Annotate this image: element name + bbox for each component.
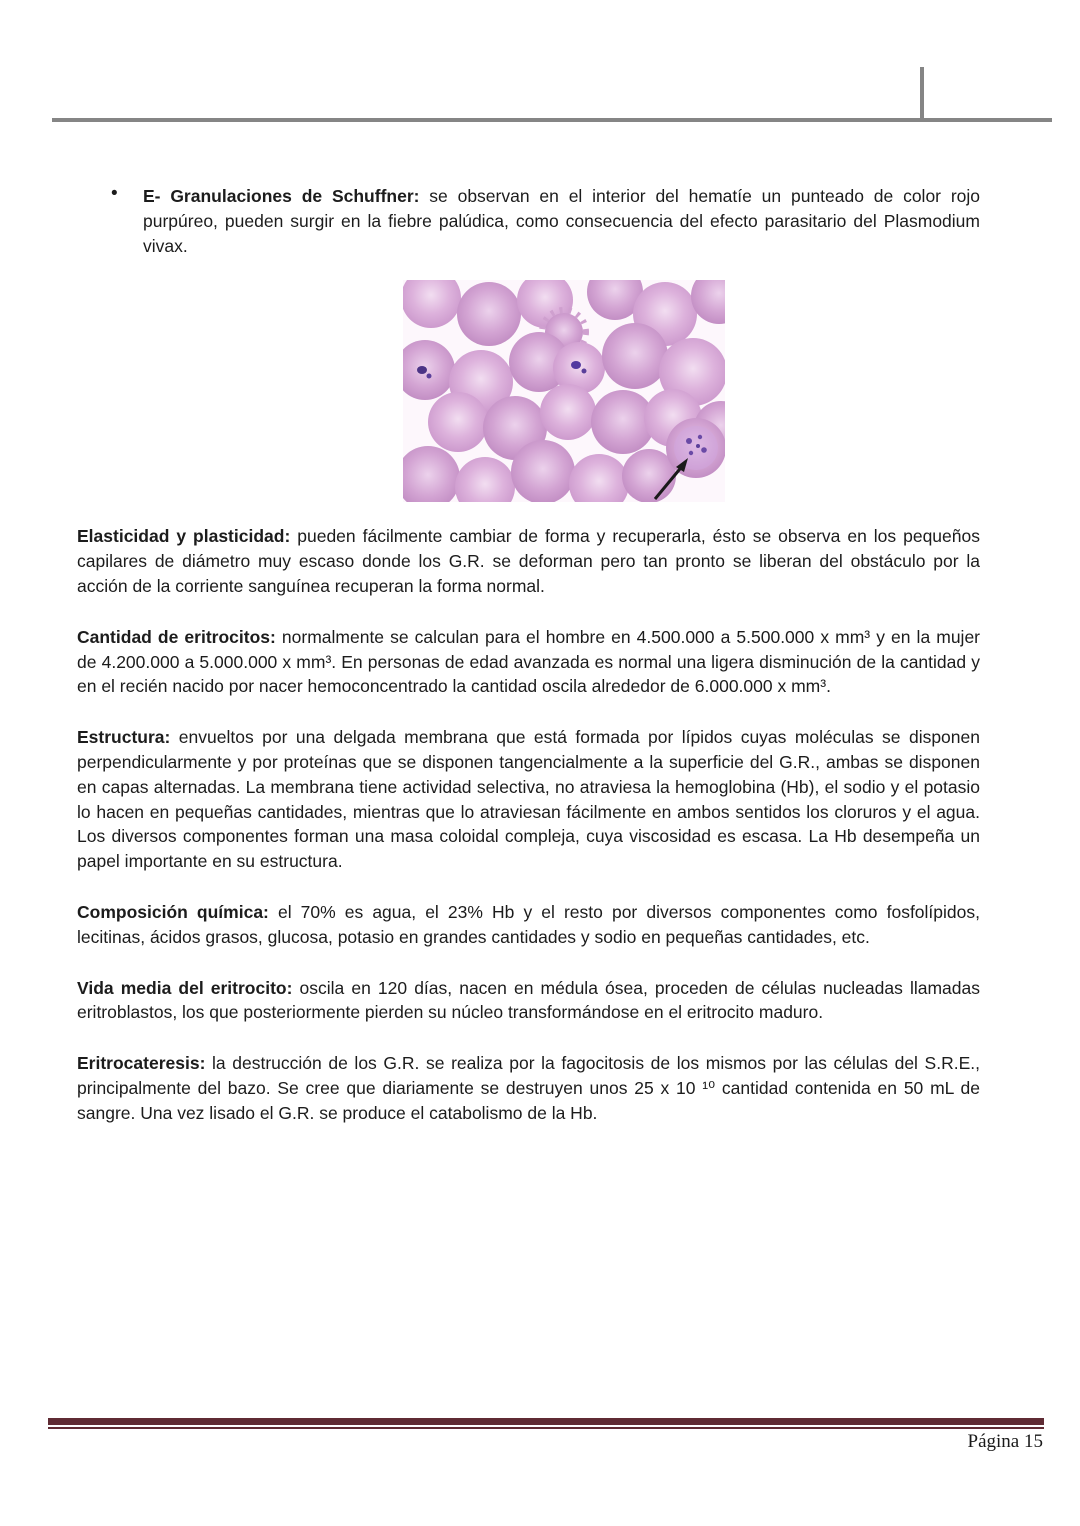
paragraph-composicion: [77, 900, 980, 950]
document-body: [77, 184, 980, 1152]
paragraph-text: envueltos por una delgada membrana que está formada por lípidos cuyas moléculas se disponen perpendicularmente y por proteínas que se disponen tangencialmente a la superficie del G.R., ambas se disponen en capas alternadas. La membrana tiene actividad selectiva, no atraviesa la hemoglobina (Hb), el sodio y el potasio lo hacen en pequeñas cantidades, mientras que lo atraviesan fácilmente en ambos sentidos los cloruros y el agua. Los diversos componentes forman una masa coloidal compleja, cuya viscosidad es escasa. La Hb desempeña un papel importante en su estructura.: [77, 727, 980, 872]
paragraph-text: el 70% es agua, el 23% Hb y el resto por diversos componentes como fosfolípidos, lecitinas, ácidos grasos, glucosa, potasio en grandes cantidades y sodio en pequeñas cantidades, etc.: [77, 901, 980, 947]
footer-rule-thin-line: [48, 1427, 1044, 1429]
blood-smear-image: [403, 280, 725, 502]
paragraph-text: normalmente se calculan para el hombre en 4.500.000 a 5.500.000 x mm³ y en la mujer de 4.200.000 a 5.000.000 x mm³. En personas de edad avanzada es normal una ligera disminución de la cantidad y en el recién nacido por nacer hemoconcentrado la cantidad oscila alrededor de 6.000.000 x mm³.: [77, 626, 981, 697]
header-vertical-rule: [920, 67, 924, 122]
page-number: Página 15: [967, 1431, 1043, 1452]
bullet-lead-text: E- Granulaciones de Schuffner:: [143, 186, 420, 206]
footer-rule-thick-bar: [48, 1418, 1044, 1425]
bullet-item-granulaciones: [77, 184, 980, 258]
paragraph-text: oscila en 120 días, nacen en médula ósea, proceden de células nucleadas llamadas eritroblastos, los que posteriormente pierden su núcleo transformándose en el eritrocito maduro.: [77, 977, 980, 1023]
paragraph-lead: Composición química:: [77, 901, 269, 922]
paragraph-estructura: [77, 725, 980, 874]
paragraph-eritrocateresis: [77, 1051, 980, 1125]
paragraph-lead: Elasticidad y plasticidad:: [77, 526, 291, 547]
blood-smear-figure: [403, 280, 725, 502]
footer-horizontal-rule: [48, 1418, 1044, 1429]
paragraph-lead: Estructura:: [77, 727, 171, 748]
paragraph-lead: Eritrocateresis:: [77, 1053, 206, 1074]
bullet-marker: •: [111, 183, 118, 204]
paragraph-text: pueden fácilmente cambiar de forma y recuperarla, ésto se observa en los pequeños capilares de diámetro muy escaso donde los G.R. se deforman pero tan pronto se liberan del obstáculo por la acción de la corriente sanguínea recuperan la forma normal.: [77, 526, 980, 596]
paragraph-elasticidad: [77, 524, 980, 598]
paragraph-lead: Cantidad de eritrocitos:: [77, 626, 276, 647]
bullet-body-text: se observan en el interior del hematíe un punteado de color rojo purpúreo, pueden surgir en la fiebre palúdica, como consecuencia del efecto parasitario del Plasmodium vivax.: [143, 186, 981, 256]
paragraph-vida-media: [77, 976, 980, 1026]
paragraph-cantidad: [77, 625, 980, 699]
header-horizontal-rule: [52, 118, 1052, 122]
paragraph-lead: Vida media del eritrocito:: [77, 977, 293, 998]
paragraph-text: la destrucción de los G.R. se realiza por la fagocitosis de los mismos por las células del S.R.E., principalmente del bazo. Se cree que diariamente se destruyen unos 25 x 10 ¹⁰ cantidad contenida en 50 mL de sangre. Una vez lisado el G.R. se produce el catabolismo de la Hb.: [77, 1053, 980, 1123]
